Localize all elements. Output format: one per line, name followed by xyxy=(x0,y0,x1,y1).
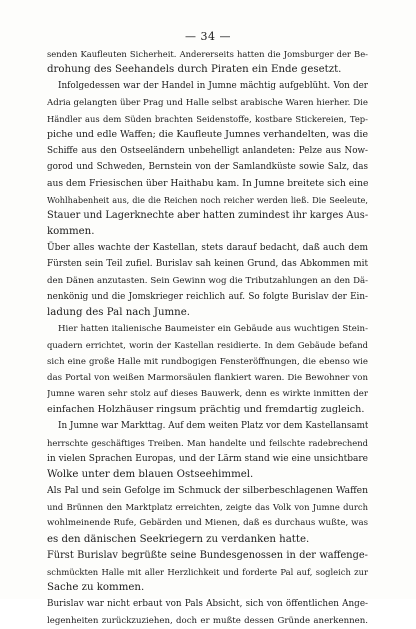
text-line: aus dem Friesischen über Haithabu kam. In Jumne breitete sich eine xyxy=(47,177,368,189)
text-line: Hier hatten italienische Baumeister ein Gebäude aus wuchtigen Stein- xyxy=(58,324,368,335)
text-line: nenkönig und die Jomskrieger reichlich auf. So folgte Burislav der Ein- xyxy=(47,291,368,302)
text-line: in vielen Sprachen Europas, und der Lärm stand wie eine unsichtbare xyxy=(47,453,368,464)
text-line: gorod und Schweden, Bernstein von der Samlandküste sowie Salz, das xyxy=(47,162,368,173)
text-line: Wolke unter dem blauen Ostseehimmel. xyxy=(47,468,254,480)
text-line: das Portal von weißen Marmorsäulen flankiert waren. Die Bewohner von xyxy=(47,372,368,383)
text-line: Stauer und Lagerknechte aber hatten zumindest ihr karges Aus- xyxy=(47,209,368,221)
text-line: Fürst Burislav begrüßte seine Bundesgenossen in der waffenge- xyxy=(47,549,368,561)
text-line: Burislav war nicht erbaut von Pals Absicht, sich von öffentlichen Ange- xyxy=(47,599,368,610)
text-line: Jumne waren sehr stolz auf dieses Bauwerk, denn es wirkte inmitten der xyxy=(47,388,368,399)
text-line: es den dänischen Seekriegern zu verdanken hatte. xyxy=(47,533,310,545)
text-line: Schiffe aus den Ostseeländern unbehelligt anlandeten: Pelze aus Now- xyxy=(47,146,368,157)
text-line: Sache zu kommen. xyxy=(47,582,145,594)
text-line: schmückten Halle mit aller Herzlichkeit und forderte Pal auf, sogleich zur xyxy=(47,567,368,577)
text-line: drohung des Seehandels durch Piraten ein Ende gesetzt. xyxy=(47,64,342,76)
text-line: Adria gelangten über Prag und Halle selbst arabische Waren hierher. Die xyxy=(47,97,368,108)
page-number: — 34 — xyxy=(185,30,231,43)
text-line: wohlmeinende Rufe, Gebärden und Mienen, daß es durchaus wußte, was xyxy=(47,518,368,529)
text-line: quadern errichtet, worin der Kastellan residierte. In dem Gebäude befand xyxy=(47,340,368,351)
text-line: den Dänen anzutasten. Sein Gewinn wog die Tributzahlungen an den Dä- xyxy=(47,275,368,286)
text-line: einfachen Holzhäuser ringsum prächtig und fremdartig zugleich. xyxy=(47,404,365,416)
text-line: piche und edle Waffen; die Kaufleute Jumnes verhandelten, was die xyxy=(47,128,368,140)
text-line: Als Pal und sein Gefolge im Schmuck der silberbeschlagenen Waffen xyxy=(47,485,368,497)
text-line: und Brünnen den Marktplatz erreichten, zeigte das Volk von Jumne durch xyxy=(47,502,368,513)
text-line: senden Kaufleuten Sicherheit. Andererseits hatten die Jomsburger der Be- xyxy=(47,49,368,59)
text-line: Fürsten sein Teil zufiel. Burislav sah keinen Grund, das Abkommen mit xyxy=(47,259,368,270)
text-line: Händler aus dem Süden brachten Seidenstoffe, kostbare Stickereien, Tep- xyxy=(47,113,368,124)
text-line: In Jumne war Markttag. Auf dem weiten Platz vor dem Kastellansamt xyxy=(58,421,368,432)
text-line: ladung des Pal nach Jumne. xyxy=(47,307,190,318)
body-text xyxy=(47,46,368,629)
text-line: legenheiten zurückzuziehen, doch er mußte dessen Gründe anerkennen. xyxy=(47,615,368,626)
text-line: Infolgedessen war der Handel in Jumne mächtig aufgeblüht. Von der xyxy=(58,81,368,92)
text-line: sich eine große Halle mit rundbogigen Fensteröffnungen, die ebenso wie xyxy=(47,356,368,367)
text-line: Über alles wachte der Kastellan, stets darauf bedacht, daß auch dem xyxy=(47,243,368,254)
text-line: herrschte geschäftiges Treiben. Man handelte und feilschte radebrechend xyxy=(47,437,368,448)
text-line: kommen. xyxy=(47,226,95,238)
text-line: Wohlhabenheit aus, die die Reichen noch reicher werden ließ. Die Seeleute, xyxy=(47,194,368,205)
